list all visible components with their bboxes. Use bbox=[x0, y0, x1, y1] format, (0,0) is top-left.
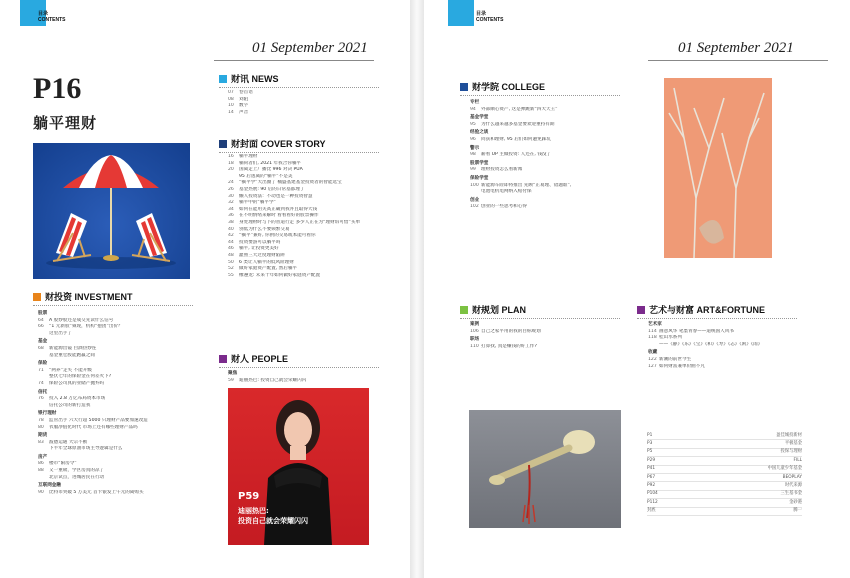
list-item bbox=[228, 200, 403, 207]
item-title: 声音 bbox=[239, 109, 249, 115]
cover-story-list bbox=[228, 154, 403, 279]
list-item bbox=[38, 346, 208, 353]
news-list bbox=[228, 90, 378, 116]
item-title: 外部顺心资产, 这是弹跳新“四大天王” bbox=[481, 106, 558, 112]
contents-small-text: 目录 bbox=[38, 11, 49, 17]
page-number: 71 bbox=[38, 367, 44, 373]
category-label: 房产 bbox=[38, 454, 48, 460]
ruyi-scepter-photo bbox=[469, 410, 621, 528]
page-number: 55 bbox=[228, 272, 234, 278]
portrait-caption bbox=[238, 506, 308, 526]
page-number: 14 bbox=[228, 109, 234, 115]
list-item bbox=[38, 425, 208, 432]
item-title: 画意风华 笔墨青春——道统国人风书 bbox=[659, 328, 734, 334]
table-page-cell: P112 bbox=[647, 499, 658, 505]
item-title: “两养”走失 不能升级 bbox=[49, 367, 92, 373]
list-item bbox=[38, 468, 208, 475]
list-item bbox=[648, 329, 808, 336]
page-number: 100 bbox=[470, 182, 479, 188]
list-item bbox=[470, 122, 630, 129]
list-item bbox=[228, 220, 403, 227]
art-list bbox=[648, 320, 808, 370]
item-title: 又一重磅，学区房真的凉了 bbox=[49, 468, 105, 474]
page-number: 46 bbox=[228, 246, 234, 252]
item-title: 保险公司真的业储产抛弃吗 bbox=[49, 380, 105, 386]
list-item bbox=[648, 357, 808, 364]
table-page-cell: P41 bbox=[647, 466, 656, 472]
section-rule bbox=[637, 318, 797, 319]
item-title: 卷首语 bbox=[239, 90, 253, 95]
page-number: 74 bbox=[38, 380, 44, 386]
table-advertiser-cell: 投保与理财 bbox=[780, 449, 802, 455]
page-number: 86 bbox=[38, 461, 44, 467]
list-item bbox=[470, 137, 630, 144]
page-number: 127 bbox=[648, 363, 657, 369]
section-rule bbox=[460, 318, 620, 319]
branch-artwork-icon bbox=[664, 78, 772, 258]
item-title: A 股炒股还是成交先读什么信号 bbox=[49, 317, 114, 323]
item-title: 数字 bbox=[239, 103, 249, 109]
page-number: 24 bbox=[228, 180, 234, 186]
page-number: 118 bbox=[648, 335, 657, 341]
category-label: 收藏 bbox=[648, 350, 658, 356]
tree-painting-artwork bbox=[664, 78, 772, 258]
page-number: 36 bbox=[228, 213, 234, 219]
item-title: 薪看 UP 主做投资: 人还在, 钱没了 bbox=[481, 152, 552, 158]
item-title: 为什么越来越多基金要欢迎重持有期 bbox=[481, 121, 555, 127]
page-number: 40 bbox=[228, 226, 234, 232]
section-cover-title: 财封面 COVER STORY bbox=[231, 139, 326, 149]
category-label: 信托 bbox=[38, 389, 48, 395]
section-investment-title: 财投资 INVESTMENT bbox=[45, 292, 133, 302]
item-title: 衣服净值化时代 市场上还有哪些理财产品吗 bbox=[49, 424, 138, 430]
item-title: 国离走上广播比 996 对决 PUA bbox=[239, 167, 303, 173]
page-number: 66 bbox=[38, 324, 44, 330]
category-label: 职场 bbox=[470, 337, 480, 343]
beach-chair-illustration bbox=[33, 143, 190, 279]
list-item bbox=[228, 154, 403, 161]
left-page bbox=[0, 0, 410, 578]
category-label: 保险学堂 bbox=[470, 175, 489, 181]
page-number: 52 bbox=[228, 266, 234, 272]
advertiser-index-table bbox=[647, 432, 802, 516]
list-item bbox=[228, 90, 378, 97]
table-row bbox=[647, 508, 802, 516]
page-number: 78 bbox=[38, 417, 44, 423]
list-item bbox=[38, 324, 208, 331]
page-number: 80 bbox=[38, 424, 44, 430]
list-item bbox=[228, 103, 378, 110]
page-number: 98 bbox=[470, 152, 476, 158]
portrait-caption-line: 迪丽热巴: bbox=[238, 507, 269, 515]
table-page-cell: P104 bbox=[647, 491, 658, 497]
list-item bbox=[228, 180, 403, 187]
list-item bbox=[470, 204, 630, 211]
page-number: 26 bbox=[228, 186, 234, 192]
page-number: 48 bbox=[228, 252, 234, 258]
section-rule bbox=[219, 152, 379, 153]
category-label: 期货 bbox=[38, 433, 48, 439]
category-label: 创业 bbox=[470, 197, 480, 203]
purple-square-icon bbox=[219, 355, 227, 363]
item-title: 橡遵龙: 未来十年如何做好家庭资产配置 bbox=[239, 272, 321, 278]
list-item bbox=[228, 207, 403, 214]
category-label: 艺术家 bbox=[648, 322, 662, 327]
item-title: ——《静》《乐》《宝》《和》《寿》《志》《闲》《雨》 bbox=[659, 341, 763, 347]
contents-label bbox=[38, 11, 66, 23]
item-title: 刘阻 bbox=[239, 96, 249, 102]
issue-date: 01 September 2021 bbox=[678, 40, 794, 56]
item-title: 创业的一些思考和心得 bbox=[481, 204, 527, 210]
item-title: 新能源车险即将推出 先顾“正易理、错题谁”, bbox=[481, 182, 572, 188]
category-label: 股票学堂 bbox=[470, 160, 489, 166]
page-number: 106 bbox=[470, 328, 479, 334]
table-advertiser-cell: 平极基金 bbox=[784, 440, 802, 446]
item-title: 懒人投资法：不动也是一种投资智慧 bbox=[239, 193, 313, 199]
list-item bbox=[38, 318, 208, 325]
portrait-caption-line: 投资自己就会荣耀闪闪 bbox=[238, 517, 308, 525]
section-people-title: 财人 PEOPLE bbox=[231, 354, 289, 364]
list-item bbox=[228, 97, 378, 104]
list-item bbox=[470, 183, 630, 190]
item-title: 这里出手了 bbox=[49, 330, 72, 336]
table-row bbox=[647, 449, 802, 457]
section-plan-head bbox=[460, 303, 526, 316]
list-item bbox=[470, 152, 630, 159]
table-row bbox=[647, 440, 802, 448]
item-title: 下半年全球原油市场主导逻辑是什么 bbox=[49, 446, 123, 452]
orange-square-icon bbox=[33, 293, 41, 301]
page-number: 88 bbox=[38, 468, 44, 474]
item-title: 在不明情绪来解时 看看看好的股票操作 bbox=[239, 213, 319, 219]
item-title: “躺平”兼好, 你供的交易或本能可看你 bbox=[239, 233, 316, 239]
list-item bbox=[228, 213, 403, 220]
list-item bbox=[38, 331, 208, 338]
item-title: 桂山水系列 bbox=[659, 335, 682, 341]
page-number: 68 bbox=[38, 345, 44, 351]
ruyi-object-icon bbox=[469, 410, 621, 528]
item-title: 同获和理财, 95 后们如何避免踩坑 bbox=[481, 136, 551, 142]
table-advertiser-cell: 腾一 bbox=[793, 508, 802, 514]
list-item bbox=[38, 396, 208, 403]
page-number: 07 bbox=[228, 90, 234, 95]
college-list bbox=[470, 98, 630, 211]
list-item bbox=[648, 364, 808, 371]
category-label: 经验之谈 bbox=[470, 130, 489, 136]
contents-english-text: CONTENTS bbox=[476, 17, 504, 23]
item-title: 躺平中的“躺平学” bbox=[239, 200, 276, 206]
section-art-head bbox=[637, 303, 765, 316]
item-title: “1 元新股”频现，机构“抱团”出价？ bbox=[49, 324, 123, 330]
page-number: 102 bbox=[470, 204, 479, 210]
beach-umbrella-icon bbox=[33, 143, 190, 279]
page-number: 110 bbox=[470, 343, 479, 349]
purple-square-icon bbox=[637, 306, 645, 314]
list-item bbox=[38, 368, 208, 375]
list-item bbox=[228, 194, 403, 201]
list-item bbox=[470, 329, 620, 336]
list-item bbox=[228, 246, 403, 253]
cover-portrait-photo bbox=[228, 388, 369, 545]
list-item bbox=[228, 273, 403, 280]
section-plan-title: 财规划 PLAN bbox=[472, 305, 527, 315]
item-title: 如何在能用关高正确到我并且取得大钱 bbox=[239, 206, 318, 212]
item-title: 做好家庭资产配置, 然后躺平 bbox=[239, 266, 298, 272]
category-label: 警示 bbox=[470, 145, 480, 151]
list-item bbox=[228, 378, 378, 385]
table-row bbox=[647, 482, 802, 490]
section-rule bbox=[219, 87, 379, 88]
page-number: 50 bbox=[228, 259, 234, 265]
category-label: 互联网金融 bbox=[38, 483, 61, 489]
page-number: 96 bbox=[470, 136, 476, 142]
table-row bbox=[647, 457, 802, 465]
page-number: 114 bbox=[648, 328, 657, 334]
issue-date: 01 September 2021 bbox=[252, 40, 368, 56]
table-advertiser-cell: 中国儿童少年基金 bbox=[767, 466, 802, 472]
table-page-cell: P92 bbox=[647, 482, 656, 488]
item-title: 比特币突破 5 万美元 首卡银发上午元的离购买 bbox=[49, 489, 144, 495]
list-item bbox=[470, 167, 630, 174]
category-label: 专栏 bbox=[470, 100, 480, 105]
list-item bbox=[228, 174, 403, 181]
item-title: 基金重仓股能跑赢之间 bbox=[49, 352, 95, 358]
page-number: 76 bbox=[38, 396, 44, 402]
section-rule bbox=[460, 95, 620, 96]
list-item bbox=[470, 344, 620, 351]
list-item bbox=[38, 440, 208, 447]
list-item bbox=[228, 233, 403, 240]
page-number: 10 bbox=[228, 103, 234, 109]
blue-square-icon bbox=[219, 75, 227, 83]
section-news-head bbox=[219, 72, 279, 85]
list-item bbox=[38, 381, 208, 388]
item-title: 迪丽热巴: 投资自己就会荣耀闪闪 bbox=[239, 377, 307, 383]
item-title: 躺荷者们, 2021 年我合你躺平 bbox=[239, 160, 302, 166]
item-title: 监管出手 六大行超 5000 只理财产品要加速改造 bbox=[49, 417, 148, 423]
item-title: 6 类让人躺平的低风险理财 bbox=[239, 259, 294, 265]
item-title: 躺平理财 bbox=[239, 154, 258, 159]
item-title: “躺平学”大出圈了 桶盛基建基金投资者的智能选宝 bbox=[239, 180, 342, 186]
page-number: 44 bbox=[228, 239, 234, 245]
table-row bbox=[647, 491, 802, 499]
item-title: 投入 2.8 万亿布局资本市场 bbox=[49, 396, 106, 402]
list-item bbox=[228, 253, 403, 260]
table-page-cell: P29 bbox=[647, 457, 656, 463]
list-item bbox=[38, 490, 208, 497]
date-rule bbox=[214, 60, 374, 61]
list-item bbox=[228, 187, 403, 194]
item-title: 身处理财时与下的普道行走 多少人正在为“理财诉可惜”买单 bbox=[239, 219, 361, 225]
page-number: 08 bbox=[228, 96, 234, 102]
item-title: 别低为什么不要频繁交易 bbox=[239, 226, 290, 232]
list-item bbox=[648, 335, 808, 342]
contents-tag bbox=[448, 0, 474, 26]
page-number: 95 bbox=[470, 121, 476, 127]
table-page-cell: P3 bbox=[647, 440, 653, 446]
table-advertiser-cell: FILL bbox=[793, 457, 802, 463]
section-cover-head bbox=[219, 137, 326, 150]
table-advertiser-cell: BEOPLAY bbox=[782, 474, 802, 480]
table-row bbox=[647, 432, 802, 440]
item-title: 新潮的前世今生 bbox=[659, 356, 692, 362]
section-investment-head bbox=[33, 290, 133, 303]
table-page-cell: P67 bbox=[647, 474, 656, 480]
page-number: 90 bbox=[38, 489, 44, 495]
table-advertiser-cell: 金砂港 bbox=[789, 499, 802, 505]
item-title: 灌照三大过度理财陷阱 bbox=[239, 252, 285, 258]
people-list bbox=[228, 369, 378, 384]
item-title: 波德运通 大宗不断 bbox=[49, 439, 88, 445]
item-title: 自己之家平用的我的目标规划 bbox=[481, 328, 541, 334]
category-label: 银行理财 bbox=[38, 411, 57, 417]
section-college-head bbox=[460, 80, 545, 93]
page-number: 42 bbox=[228, 233, 234, 239]
list-item bbox=[38, 353, 208, 360]
category-label: 基金 bbox=[38, 339, 48, 345]
page-number: 99 bbox=[470, 167, 476, 173]
section-rule bbox=[219, 367, 379, 368]
investment-list bbox=[38, 309, 208, 496]
section-art-title: 艺术与财富 ART&FORTUNE bbox=[649, 305, 765, 315]
contents-small-text: 目录 bbox=[476, 11, 487, 17]
section-people-head bbox=[219, 352, 288, 365]
list-item bbox=[38, 475, 208, 482]
item-title: 打算找, 真是赚钱的好工作? bbox=[481, 343, 537, 349]
table-advertiser-cell: 三生基书金 bbox=[780, 491, 802, 497]
item-title: 基金热展: 90 后的日常基都理了 bbox=[239, 186, 305, 192]
page-number: 34 bbox=[228, 206, 234, 212]
plan-list bbox=[470, 320, 620, 350]
item-title: 95 后逃离的“躺平”不是美 bbox=[239, 173, 293, 179]
table-advertiser-cell: 时代来源 bbox=[784, 482, 802, 488]
item-title: 如何财富兼单价曲不凡 bbox=[659, 363, 705, 369]
green-square-icon bbox=[460, 306, 468, 314]
page-gutter bbox=[410, 0, 424, 578]
table-row bbox=[647, 474, 802, 482]
category-label: 聚焦 bbox=[228, 371, 238, 376]
category-label: 股票 bbox=[38, 311, 48, 316]
list-item bbox=[470, 107, 630, 114]
list-item bbox=[228, 240, 403, 247]
item-title: 躺平, 让投资更美好 bbox=[239, 246, 279, 252]
item-title: 电池电机电网纳入赔付保 bbox=[481, 189, 532, 195]
navy-square-icon bbox=[219, 140, 227, 148]
category-label: 保险 bbox=[38, 361, 48, 367]
page-number: 122 bbox=[648, 356, 657, 362]
page-number: 64 bbox=[38, 317, 44, 323]
list-item bbox=[38, 446, 208, 453]
table-row bbox=[647, 499, 802, 507]
table-page-cell: 封底 bbox=[647, 508, 656, 514]
list-item bbox=[228, 167, 403, 174]
section-rule bbox=[33, 305, 193, 306]
item-title: 整伏七年的保险金在何差火下? bbox=[49, 374, 112, 380]
item-title: 新能源出镜 白酒热炒连 bbox=[49, 345, 97, 351]
page-number: 18 bbox=[228, 160, 234, 166]
list-item bbox=[228, 161, 403, 168]
list-item bbox=[38, 403, 208, 410]
table-row bbox=[647, 466, 802, 474]
section-news-title: 财讯 NEWS bbox=[231, 74, 279, 84]
portrait-page-ref: P59 bbox=[238, 491, 260, 502]
page-number: 38 bbox=[228, 219, 234, 225]
item-title: 投资要游可以躺平吗 bbox=[239, 239, 281, 245]
table-page-cell: P5 bbox=[647, 449, 653, 455]
list-item bbox=[470, 189, 630, 196]
item-title: 信托公司的新打造我 bbox=[49, 402, 91, 408]
list-item bbox=[228, 266, 403, 273]
list-item bbox=[38, 461, 208, 468]
item-title: 北京试点，进城居民在行动 bbox=[49, 474, 105, 480]
feature-page-ref: P16 bbox=[33, 72, 82, 105]
section-college-title: 财学院 COLLEGE bbox=[472, 82, 546, 92]
page-number: 32 bbox=[228, 200, 234, 206]
page-number: 59 bbox=[228, 377, 234, 383]
date-rule bbox=[648, 60, 828, 61]
category-label: 基金学堂 bbox=[470, 115, 489, 121]
list-item bbox=[648, 342, 808, 349]
feature-title: 躺平理财 bbox=[33, 114, 98, 132]
list-item bbox=[228, 110, 378, 117]
page-number: 94 bbox=[470, 106, 476, 112]
list-item bbox=[228, 260, 403, 267]
item-title: 理财投资怎么看新闻 bbox=[481, 167, 523, 173]
item-title: 楼市“限房令” bbox=[49, 461, 77, 467]
page-number: 16 bbox=[228, 154, 234, 159]
table-page-cell: P1 bbox=[647, 432, 653, 438]
page-number: 83 bbox=[38, 439, 44, 445]
blue-square-icon bbox=[460, 83, 468, 91]
list-item bbox=[228, 227, 403, 234]
list-item bbox=[38, 418, 208, 425]
contents-english-text: CONTENTS bbox=[38, 17, 66, 23]
page-number: 20 bbox=[228, 167, 234, 173]
category-label: 案例 bbox=[470, 322, 480, 327]
table-advertiser-cell: 盈佳城投新材 bbox=[776, 432, 802, 438]
contents-label bbox=[476, 11, 504, 23]
list-item bbox=[38, 374, 208, 381]
page-number: 30 bbox=[228, 193, 234, 199]
